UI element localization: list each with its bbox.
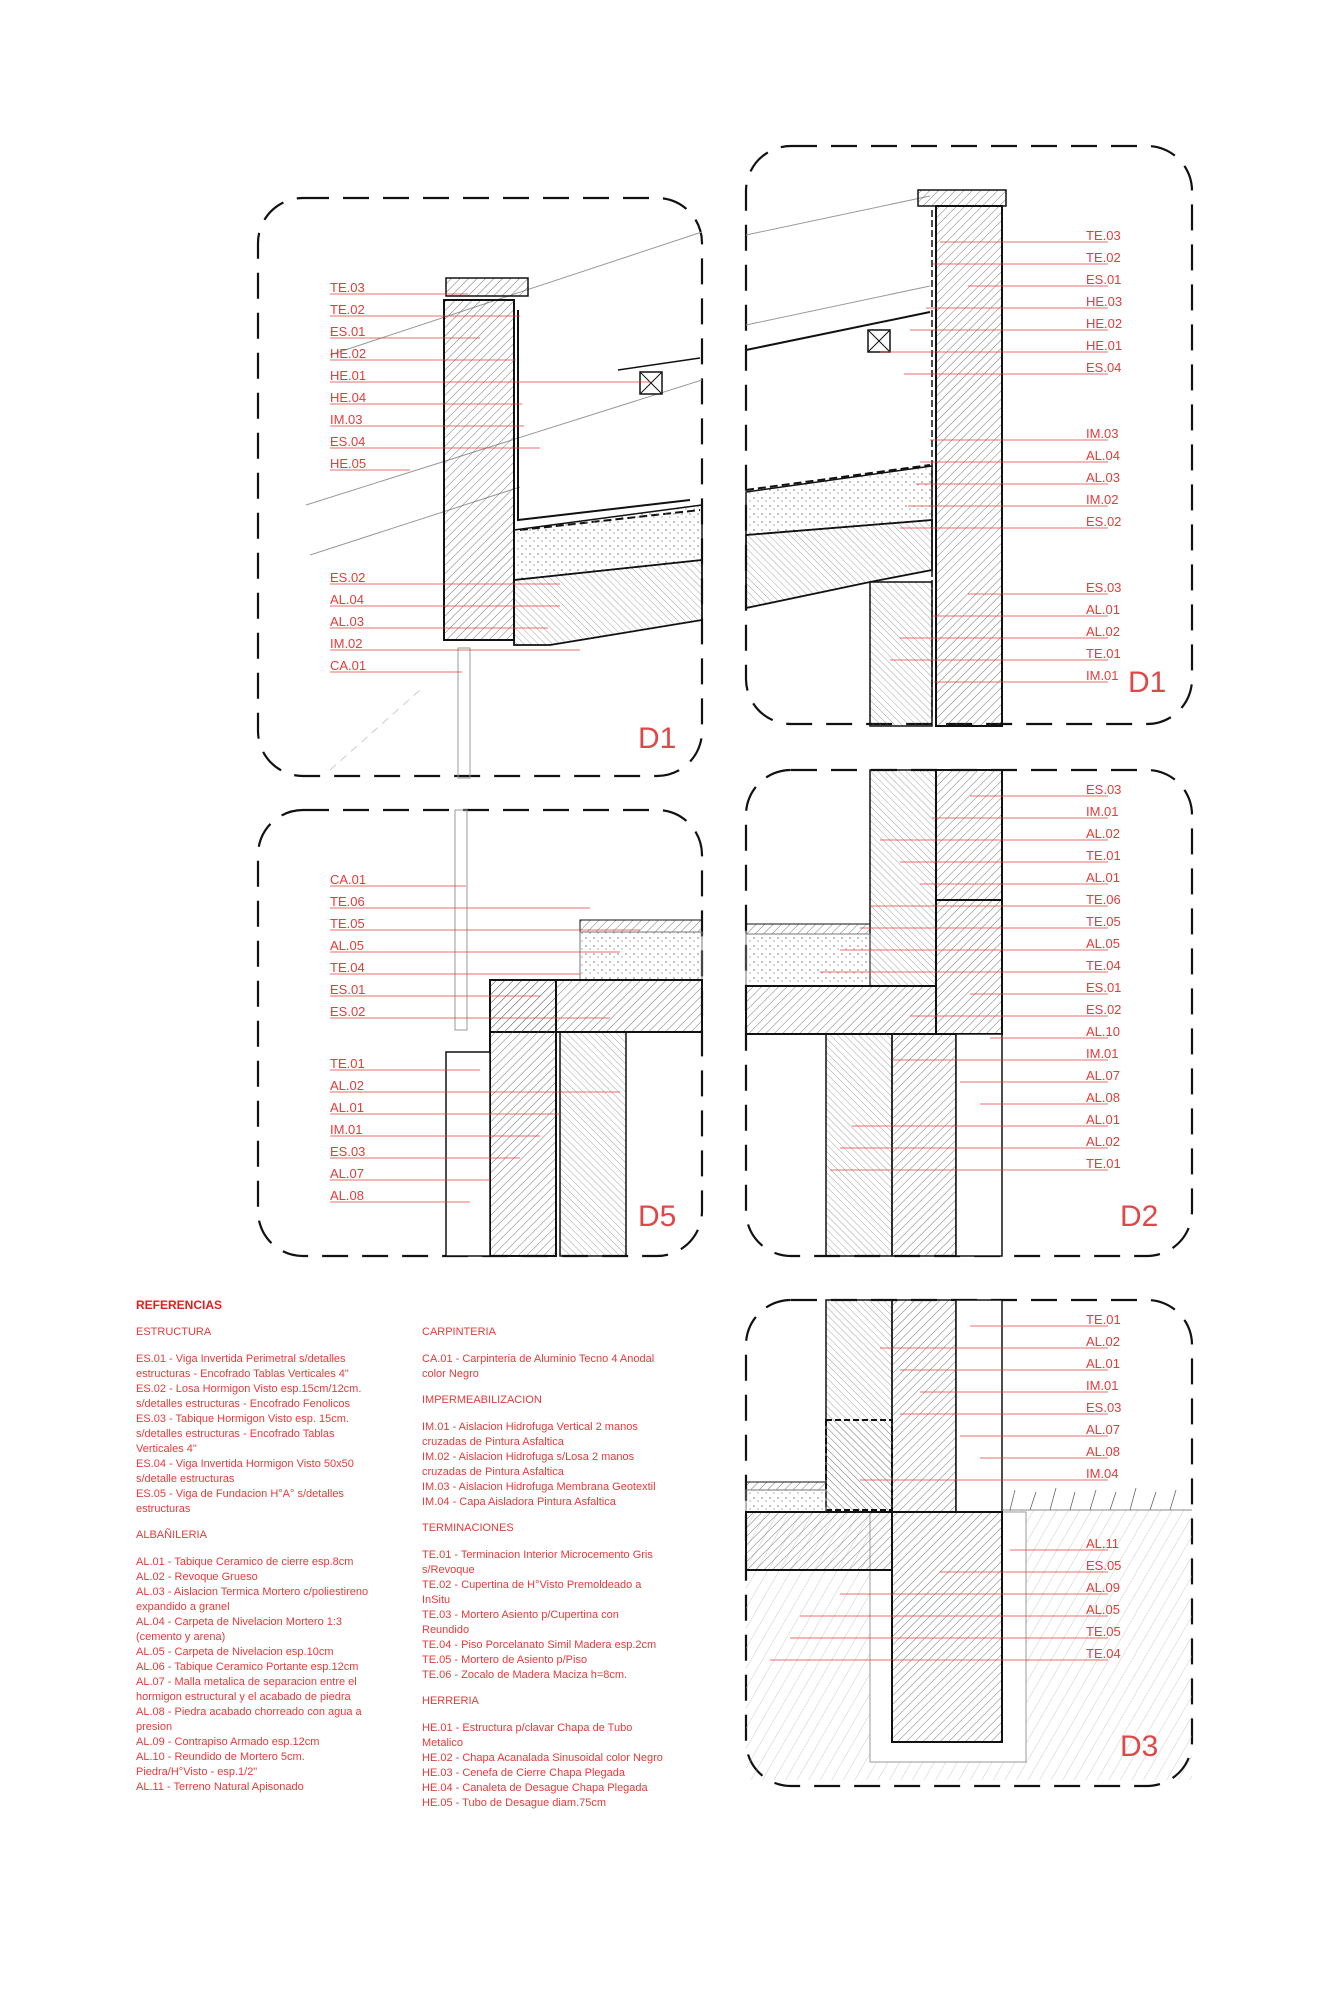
d1b-label-8: AL.04: [1086, 448, 1120, 463]
d2-label-4: AL.01: [1086, 870, 1120, 885]
reference-item: AL.11 - Terreno Natural Apisonado: [136, 1781, 304, 1793]
d2-label-3: TE.01: [1086, 848, 1121, 863]
d3-label-9: ES.05: [1086, 1558, 1122, 1573]
reference-section: [136, 1529, 416, 1795]
reference-item: TE.01 - Terminacion Interior Microcemento Gris: [422, 1549, 653, 1561]
d5-label-10: IM.01: [330, 1122, 363, 1137]
reference-item: color Negro: [422, 1368, 479, 1380]
d5-label-2: TE.05: [330, 916, 365, 931]
reference-section: [136, 1326, 416, 1517]
d2-label-2: AL.02: [1086, 826, 1120, 841]
reference-section: [422, 1695, 702, 1811]
detail-d3: [746, 1300, 1192, 1786]
d1b-label-13: AL.01: [1086, 602, 1120, 617]
d2-label-1: IM.01: [1086, 804, 1119, 819]
reference-item: Metalico: [422, 1737, 463, 1749]
d1a-label-8: HE.05: [330, 456, 367, 471]
d1a-label-4: HE.01: [330, 368, 367, 383]
detail-d1-top-right: [746, 146, 1192, 726]
d2-label-17: TE.01: [1086, 1156, 1121, 1171]
reference-section-title: ALBAÑILERIA: [136, 1529, 207, 1541]
reference-section: [422, 1326, 702, 1382]
d1a-label-2: ES.01: [330, 324, 366, 339]
d3-label-13: TE.04: [1086, 1646, 1121, 1661]
d2-label-8: TE.04: [1086, 958, 1121, 973]
d3-label-7: IM.04: [1086, 1466, 1119, 1481]
d1b-label-0: TE.03: [1086, 228, 1121, 243]
d2-title: D2: [1120, 1200, 1159, 1233]
references-right-column: [422, 1326, 702, 1823]
d1b-label-4: HE.02: [1086, 316, 1123, 331]
d2-label-15: AL.01: [1086, 1112, 1120, 1127]
reference-item: ES.05 - Viga de Fundacion H°A° s/detalles: [136, 1488, 344, 1500]
d1b-label-14: AL.02: [1086, 624, 1120, 639]
reference-item: HE.01 - Estructura p/clavar Chapa de Tubo: [422, 1722, 633, 1734]
reference-section-title: TERMINACIONES: [422, 1522, 514, 1534]
d3-label-3: IM.01: [1086, 1378, 1119, 1393]
reference-item: IM.01 - Aislacion Hidrofuga Vertical 2 manos: [422, 1421, 638, 1433]
d1a-label-0: TE.03: [330, 280, 365, 295]
reference-section-title: HERRERIA: [422, 1695, 479, 1707]
reference-item: cruzadas de Pintura Asfaltica: [422, 1436, 564, 1448]
reference-item: AL.10 - Reundido de Mortero 5cm.: [136, 1751, 305, 1763]
d2-label-16: AL.02: [1086, 1134, 1120, 1149]
reference-section-title: ESTRUCTURA: [136, 1326, 212, 1338]
d1a-label-1: TE.02: [330, 302, 365, 317]
d1b-label-5: HE.01: [1086, 338, 1123, 353]
references-legend: [136, 1298, 716, 1858]
reference-item: ES.03 - Tabique Hormigon Visto esp. 15cm.: [136, 1413, 349, 1425]
d3-label-0: TE.01: [1086, 1312, 1121, 1327]
reference-section: [422, 1522, 702, 1683]
d3-label-10: AL.09: [1086, 1580, 1120, 1595]
reference-item: TE.02 - Cupertina de H°Visto Premoldeado a: [422, 1579, 642, 1591]
d5-label-0: CA.01: [330, 872, 367, 887]
reference-item: AL.04 - Carpeta de Nivelacion Mortero 1:3: [136, 1616, 343, 1628]
reference-item: AL.03 - Aislacion Termica Mortero c/poliestireno: [136, 1586, 369, 1598]
d1b-title: D1: [1128, 666, 1167, 699]
d3-label-1: AL.02: [1086, 1334, 1120, 1349]
reference-item: HE.05 - Tubo de Desague diam.75cm: [422, 1797, 607, 1809]
d2-label-10: ES.02: [1086, 1002, 1122, 1017]
d2-label-7: AL.05: [1086, 936, 1120, 951]
reference-item: AL.02 - Revoque Grueso: [136, 1571, 258, 1583]
d1b-label-6: ES.04: [1086, 360, 1122, 375]
reference-item: AL.09 - Contrapiso Armado esp.12cm: [136, 1736, 320, 1748]
d3-label-6: AL.08: [1086, 1444, 1120, 1459]
d5-label-7: TE.01: [330, 1056, 365, 1071]
reference-item: presion: [136, 1721, 173, 1733]
reference-item: AL.05 - Carpeta de Nivelacion esp.10cm: [136, 1646, 334, 1658]
d1b-label-9: AL.03: [1086, 470, 1120, 485]
d1a-label-3: HE.02: [330, 346, 367, 361]
d1a-label-12: IM.02: [330, 636, 363, 651]
reference-item: HE.02 - Chapa Acanalada Sinusoidal color Negro: [422, 1752, 663, 1764]
reference-section-title: IMPERMEABILIZACION: [422, 1394, 542, 1406]
reference-item: s/detalle estructuras: [136, 1473, 235, 1485]
reference-item: cruzadas de Pintura Asfaltica: [422, 1466, 564, 1478]
d2-label-11: AL.10: [1086, 1024, 1120, 1039]
d1a-title: D1: [638, 722, 677, 755]
d1a-label-7: ES.04: [330, 434, 366, 449]
reference-item: (cemento y arena): [136, 1631, 226, 1643]
d1b-label-11: ES.02: [1086, 514, 1122, 529]
d2-label-0: ES.03: [1086, 782, 1122, 797]
reference-item: s/detalles estructuras - Encofrado Fenolicos: [136, 1398, 350, 1410]
reference-item: s/detalles estructuras - Encofrado Tablas: [136, 1428, 335, 1440]
d5-label-12: AL.07: [330, 1166, 364, 1181]
d1b-label-10: IM.02: [1086, 492, 1119, 507]
reference-item: TE.06 - Zocalo de Madera Maciza h=8cm.: [422, 1669, 628, 1681]
d5-label-3: AL.05: [330, 938, 364, 953]
detail-d2: [746, 770, 1192, 1256]
d3-label-2: AL.01: [1086, 1356, 1120, 1371]
reference-item: ES.02 - Losa Hormigon Visto esp.15cm/12cm.: [136, 1383, 362, 1395]
reference-item: IM.02 - Aislacion Hidrofuga s/Losa 2 manos: [422, 1451, 635, 1463]
d1b-label-15: TE.01: [1086, 646, 1121, 661]
reference-item: estructuras - Encofrado Tablas Verticales 4": [136, 1368, 349, 1380]
d1a-label-5: HE.04: [330, 390, 367, 405]
reference-section: [422, 1394, 702, 1510]
d3-title: D3: [1120, 1730, 1159, 1763]
d1b-label-12: ES.03: [1086, 580, 1122, 595]
d5-label-6: ES.02: [330, 1004, 366, 1019]
d1a-label-9: ES.02: [330, 570, 366, 585]
references-left-column: [136, 1326, 416, 1807]
d5-label-8: AL.02: [330, 1078, 364, 1093]
reference-item: IM.03 - Aislacion Hidrofuga Membrana Geotextil: [422, 1481, 656, 1493]
reference-item: TE.03 - Mortero Asiento p/Cupertina con: [422, 1609, 619, 1621]
reference-item: TE.04 - Piso Porcelanato Simil Madera esp.2cm: [422, 1639, 657, 1651]
d5-label-11: ES.03: [330, 1144, 366, 1159]
d1a-label-11: AL.03: [330, 614, 364, 629]
d2-label-14: AL.08: [1086, 1090, 1120, 1105]
references-heading: REFERENCIAS: [136, 1298, 223, 1312]
reference-item: expandido a granel: [136, 1601, 230, 1613]
d1a-label-10: AL.04: [330, 592, 364, 607]
d1b-label-1: TE.02: [1086, 250, 1121, 265]
detail-d5: [258, 810, 702, 1256]
d3-label-12: TE.05: [1086, 1624, 1121, 1639]
reference-section-title: CARPINTERIA: [422, 1326, 496, 1338]
reference-item: CA.01 - Carpinteria de Aluminio Tecno 4 Anodal: [422, 1353, 655, 1365]
d5-label-4: TE.04: [330, 960, 365, 975]
d3-label-5: AL.07: [1086, 1422, 1120, 1437]
reference-item: Reundido: [422, 1624, 470, 1636]
d2-label-5: TE.06: [1086, 892, 1121, 907]
d3-label-4: ES.03: [1086, 1400, 1122, 1415]
reference-item: AL.08 - Piedra acabado chorreado con agua a: [136, 1706, 362, 1718]
d1b-label-2: ES.01: [1086, 272, 1122, 287]
d5-title: D5: [638, 1200, 677, 1233]
reference-item: Piedra/H°Visto - esp.1/2": [136, 1766, 258, 1778]
d1a-label-6: IM.03: [330, 412, 363, 427]
reference-item: HE.04 - Canaleta de Desague Chapa Plegada: [422, 1782, 648, 1794]
d1b-label-7: IM.03: [1086, 426, 1119, 441]
reference-item: InSitu: [422, 1594, 451, 1606]
reference-item: AL.06 - Tabique Ceramico Portante esp.12cm: [136, 1661, 359, 1673]
reference-item: s/Revoque: [422, 1564, 475, 1576]
reference-item: ES.01 - Viga Invertida Perimetral s/detalles: [136, 1353, 346, 1365]
d5-label-13: AL.08: [330, 1188, 364, 1203]
d5-label-9: AL.01: [330, 1100, 364, 1115]
detail-d1-top-left: [258, 198, 702, 778]
d1b-label-16: IM.01: [1086, 668, 1119, 683]
d2-label-9: ES.01: [1086, 980, 1122, 995]
d2-label-12: IM.01: [1086, 1046, 1119, 1061]
d1a-label-13: CA.01: [330, 658, 367, 673]
reference-item: ES.04 - Viga Invertida Hormigon Visto 50x50: [136, 1458, 354, 1470]
reference-item: AL.07 - Malla metalica de separacion entre el: [136, 1676, 357, 1688]
reference-item: HE.03 - Cenefa de Cierre Chapa Plegada: [422, 1767, 626, 1779]
reference-item: AL.01 - Tabique Ceramico de cierre esp.8cm: [136, 1556, 354, 1568]
reference-item: Verticales 4": [136, 1443, 197, 1455]
d2-label-13: AL.07: [1086, 1068, 1120, 1083]
d2-label-6: TE.05: [1086, 914, 1121, 929]
d5-label-5: ES.01: [330, 982, 366, 997]
d5-label-1: TE.06: [330, 894, 365, 909]
d3-label-8: AL.11: [1086, 1536, 1120, 1551]
reference-item: IM.04 - Capa Aisladora Pintura Asfaltica: [422, 1496, 616, 1508]
reference-item: TE.05 - Mortero de Asiento p/Piso: [422, 1654, 588, 1666]
d1b-label-3: HE.03: [1086, 294, 1123, 309]
d3-label-11: AL.05: [1086, 1602, 1120, 1617]
reference-item: hormigon estructural y el acabado de piedra: [136, 1691, 351, 1703]
reference-item: estructuras: [136, 1503, 191, 1515]
